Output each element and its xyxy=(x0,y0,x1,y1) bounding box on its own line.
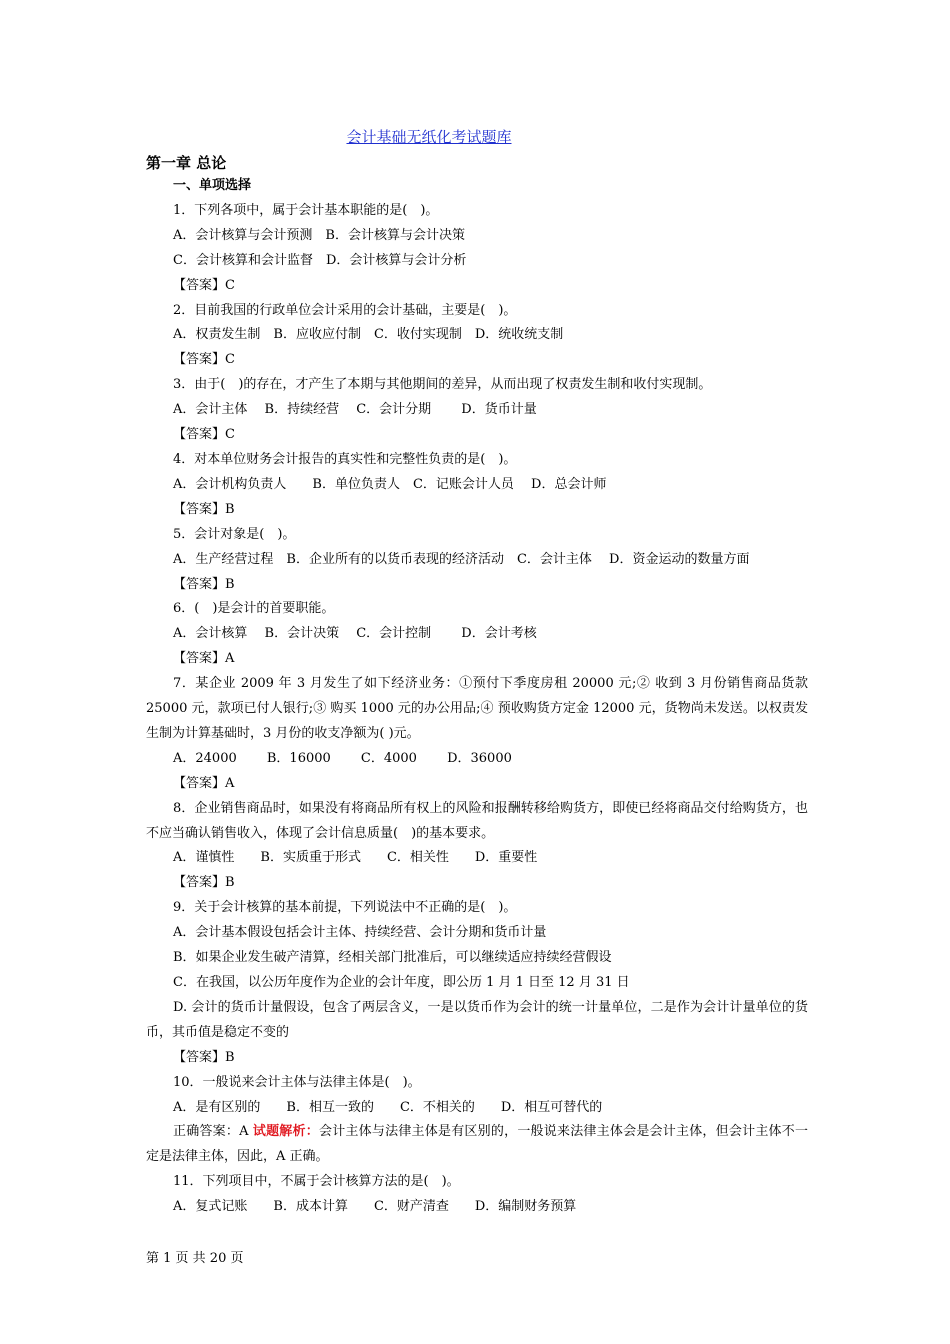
question-10-stem: 10．一般说来会计主体与法律主体是( )。 xyxy=(173,1074,421,1090)
question-3-stem: 3．由于( )的存在，才产生了本期与其他期间的差异，从而出现了权责发生制和收付实现制。 xyxy=(173,377,712,393)
question-5-answer: 【答案】B xyxy=(173,576,235,592)
question-5-stem: 5．会计对象是( )。 xyxy=(173,526,296,542)
question-7-options: A．24000 B．16000 C．4000 D．36000 xyxy=(173,750,512,766)
page-footer: 第 1 页 共 20 页 xyxy=(146,1251,244,1266)
question-list xyxy=(146,174,808,1220)
question-9-option-d: D. 会计的货币计量假设，包含了两层含义，一是以货币作为会计的统一计量单位，二是作为会计计量单位的货币，其币值是稳定不变的 xyxy=(146,999,808,1040)
question-9-answer: 【答案】B xyxy=(173,1049,235,1065)
answer-prefix: 正确答案：A xyxy=(173,1124,253,1140)
question-6-answer: 【答案】A xyxy=(173,651,235,667)
analysis-text: 会计主体与法律主体是有区别的，一般说来法律主体会是会计主体，但会计主体不一定是法律主体，因此，A 正确。 xyxy=(146,1124,808,1165)
section-heading: 一、单项选择 xyxy=(173,178,252,193)
question-1-options-ab: A．会计核算与会计预测 B．会计核算与会计决策 xyxy=(173,227,465,243)
question-9-option-b: B．如果企业发生破产清算，经相关部门批准后，可以继续适应持续经营假设 xyxy=(173,950,612,966)
question-4-options: A．会计机构负责人 B．单位负责人 C．记账会计人员 D．总会计师 xyxy=(173,476,607,492)
question-1-answer: 【答案】C xyxy=(173,277,235,293)
question-10-options: A．是有区别的 B．相互一致的 C．不相关的 D．相互可替代的 xyxy=(173,1099,603,1115)
question-1-options-cd: C．会计核算和会计监督 D．会计核算与会计分析 xyxy=(173,252,467,268)
question-9-stem: 9．关于会计核算的基本前提，下列说法中不正确的是( )。 xyxy=(173,900,517,916)
question-2-stem: 2．目前我国的行政单位会计采用的会计基础，主要是( )。 xyxy=(173,302,517,318)
question-7-stem: 7．某企业 2009 年 3 月发生了如下经济业务：①预付下季度房租 20000 元;② 收到 3 月份销售商品货款 25000 元，款项已付人银行;③ 购买 1000 元的办公用品;④ 预收购货方定金 12000 元，货物尚未发送。以权责发生制为计算基础时，3 月份的收支净额为( )元。 xyxy=(146,676,808,741)
chapter-heading: 第一章 总论 xyxy=(146,154,227,172)
question-9-option-c: C．在我国，以公历年度作为企业的会计年度，即公历 1 月 1 日至 12 月 31 日 xyxy=(173,975,630,990)
analysis-label: 试题解析： xyxy=(252,1124,319,1140)
question-10-answer xyxy=(146,1120,808,1170)
question-2-answer: 【答案】C xyxy=(173,352,235,368)
question-6-stem: 6．( )是会计的首要职能。 xyxy=(173,601,335,617)
question-3-options: A．会计主体 B．持续经营 C．会计分期 D．货币计量 xyxy=(173,402,537,418)
document-title xyxy=(0,126,858,147)
title-link[interactable]: 会计基础无纸化考试题库 xyxy=(346,128,512,146)
question-11-stem: 11．下列项目中，不属于会计核算方法的是( )。 xyxy=(173,1174,460,1190)
question-2-options: A．权责发生制 B．应收应付制 C．收付实现制 D．统收统支制 xyxy=(173,327,564,343)
question-6-options: A．会计核算 B．会计决策 C．会计控制 D．会计考核 xyxy=(173,626,537,642)
question-4-answer: 【答案】B xyxy=(173,501,235,517)
question-8-stem: 8．企业销售商品时，如果没有将商品所有权上的风险和报酬转移给购货方，即使已经将商品交付给购货方，也不应当确认销售收入，体现了会计信息质量( )的基本要求。 xyxy=(146,800,808,841)
question-7-answer: 【答案】A xyxy=(173,775,235,791)
question-11-options: A．复式记账 B．成本计算 C．财产清查 D．编制财务预算 xyxy=(173,1199,577,1215)
question-1-stem: 1．下列各项中，属于会计基本职能的是( )。 xyxy=(173,202,439,218)
question-8-answer: 【答案】B xyxy=(173,875,235,891)
question-3-answer: 【答案】C xyxy=(173,427,235,443)
question-5-options: A．生产经营过程 B．企业所有的以货币表现的经济活动 C．会计主体 D．资金运动的数量方面 xyxy=(173,551,750,567)
question-9-option-a: A．会计基本假设包括会计主体、持续经营、会计分期和货币计量 xyxy=(173,925,547,941)
question-8-options: A．谨慎性 B．实质重于形式 C．相关性 D．重要性 xyxy=(173,850,538,866)
question-4-stem: 4．对本单位财务会计报告的真实性和完整性负责的是( )。 xyxy=(173,451,517,467)
